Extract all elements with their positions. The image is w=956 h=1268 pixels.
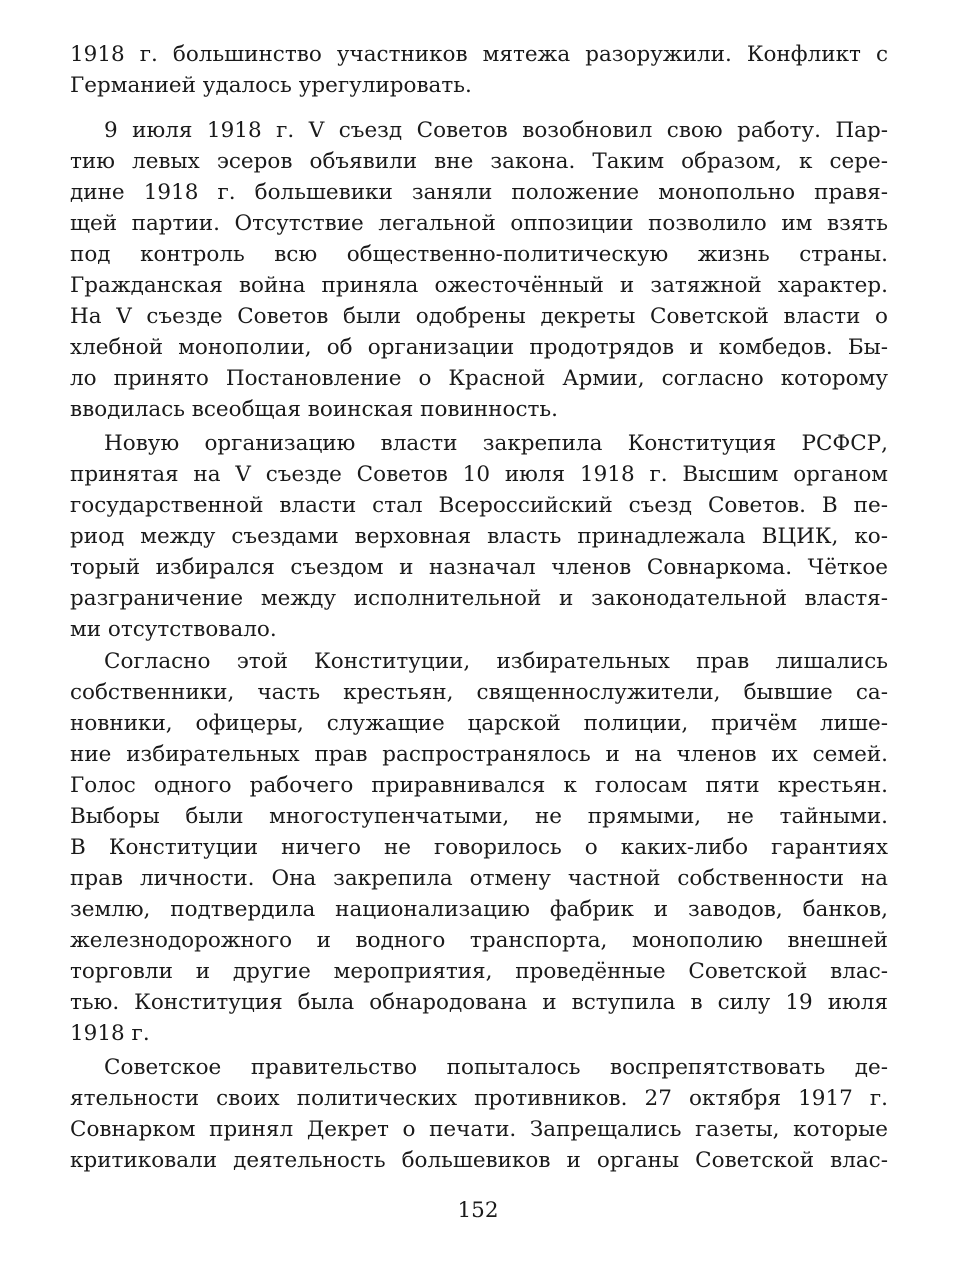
text-line: На V съезде Советов были одобрены декреты Советской власти о (70, 304, 888, 329)
text-line: ло принято Постановление о Красной Армии, согласно которому (70, 366, 888, 391)
text-line: ми отсутствовало. (70, 617, 277, 642)
text-line: железнодорожного и водного транспорта, монополию внешней (70, 928, 888, 953)
text-line: Советское правительство попыталось воспрепятствовать де- (104, 1055, 888, 1080)
text-line: 1918 г. (70, 1021, 150, 1046)
text-line: Новую организацию власти закрепила Конституция РСФСР, (104, 431, 888, 456)
text-line: критиковали деятельность большевиков и органы Советской влас- (70, 1148, 888, 1173)
text-line: хлебной монополии, об организации продотрядов и комбедов. Бы- (70, 335, 888, 360)
text-line: 9 июля 1918 г. V съезд Советов возобновил свою работу. Пар- (104, 118, 888, 143)
text-line: новники, офицеры, служащие царской полиции, причём лише- (70, 711, 888, 736)
text-line: Германией удалось урегулировать. (70, 73, 472, 98)
text-line: тью. Конституция была обнародована и вступила в силу 19 июля (70, 990, 888, 1015)
text-line: ятельности своих политических противников. 27 октября 1917 г. (70, 1086, 888, 1111)
text-line: Согласно этой Конституции, избирательных прав лишались (104, 649, 888, 674)
text-line: собственники, часть крестьян, священнослужители, бывшие са- (70, 680, 888, 705)
text-line: прав личности. Она закрепила отмену частной собственности на (70, 866, 888, 891)
text-line: 1918 г. большинство участников мятежа разоружили. Конфликт с (70, 42, 888, 67)
text-line: принятая на V съезде Советов 10 июля 1918 г. Высшим органом (70, 462, 888, 487)
text-line: землю, подтвердила национализацию фабрик и заводов, банков, (70, 897, 888, 922)
text-line: Голос одного рабочего приравнивался к голосам пяти крестьян. (70, 773, 888, 798)
text-line: Гражданская война приняла ожесточённый и затяжной характер. (70, 273, 888, 298)
text-line: дине 1918 г. большевики заняли положение монопольно правя- (70, 180, 888, 205)
text-line: щей партии. Отсутствие легальной оппозиции позволило им взять (70, 211, 888, 236)
text-line: Выборы были многоступенчатыми, не прямыми, не тайными. (70, 804, 888, 829)
text-line: вводилась всеобщая воинская повинность. (70, 397, 558, 422)
text-line: В Конституции ничего не говорилось о каких-либо гарантиях (70, 835, 888, 860)
text-line: ние избирательных прав распространялось и на членов их семей. (70, 742, 888, 767)
text-line: торый избирался съездом и назначал членов Совнаркома. Чёткое (70, 555, 888, 580)
text-line: риод между съездами верховная власть принадлежала ВЦИК, ко- (70, 524, 888, 549)
text-line: под контроль всю общественно-политическую жизнь страны. (70, 242, 888, 267)
text-line: торговли и другие мероприятия, проведённые Советской влас- (70, 959, 888, 984)
text-line: Совнарком принял Декрет о печати. Запрещались газеты, которые (70, 1117, 888, 1142)
page-number: 152 (457, 1198, 499, 1223)
text-line: государственной власти стал Всероссийский съезд Советов. В пе- (70, 493, 888, 518)
text-line: разграничение между исполнительной и законодательной властя- (70, 586, 888, 611)
text-line: тию левых эсеров объявили вне закона. Таким образом, к сере- (70, 149, 888, 174)
